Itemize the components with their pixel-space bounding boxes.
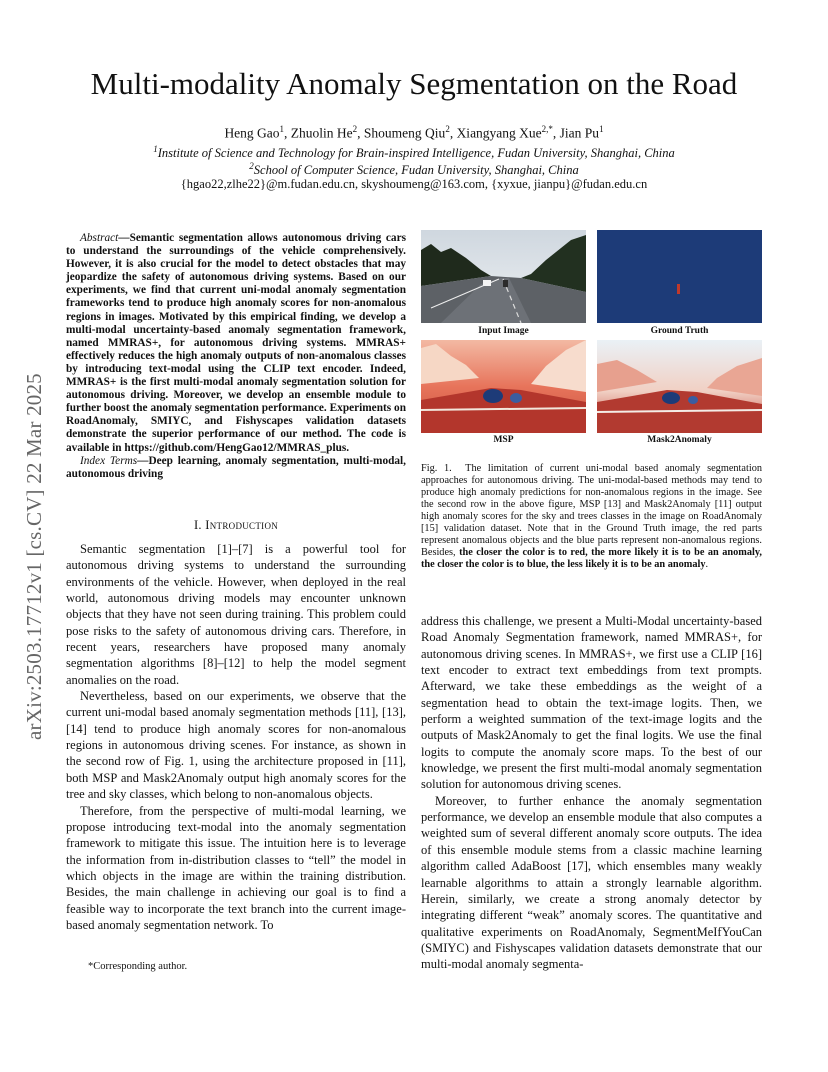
index-terms-label: Index Terms — [80, 454, 138, 467]
author: Jian Pu — [559, 125, 600, 141]
figure-label-msp: MSP — [493, 435, 514, 445]
abstract — [66, 232, 406, 481]
paper-title: Multi-modality Anomaly Segmentation on the Road — [90, 66, 738, 101]
section-number: I. — [193, 518, 202, 532]
affiliation-sup: 1 — [153, 144, 158, 154]
author-sup: 2 — [352, 124, 358, 134]
paragraph: Therefore, from the perspective of multi-modal learning, we propose introducing text-modal into the anomaly segmentation framework to mitigate this issue. The intuition here is to leverage the information from in-distribution classes to “tell” the model in which objects in the image are within the training distribution. Besides, the main challenge in achieving our goal is to find a feasible way to incorporate the text branch into the current image-based anomaly segmentation network. To — [66, 803, 406, 932]
section-title: Introduction — [205, 518, 279, 532]
author: Heng Gao — [224, 125, 280, 141]
abstract-label: Abstract — [80, 232, 119, 244]
caption-end: . — [705, 559, 709, 571]
author-sup: 1 — [279, 124, 285, 134]
author-sup: 1 — [599, 124, 604, 134]
msp-heatmap — [421, 340, 586, 433]
abstract-text: —Semantic segmentation allows autonomous driving cars to understand the surroundings of the vehicle comprehensively. However, it is also crucial for the model to detect obstacles that may jeopardize the safety of autonomous driving systems. Based on our experiments, we find that current uni-modal anomaly segmentation frameworks tend to produce high anomaly scores for non-anomalous regions in images. Motivated by this empirical finding, we develop a multi-modal uncertainty-based anomaly segmentation framework, named MMRAS+, for autonomous driving systems. MMRAS+ effectively reduces the high anomaly outputs of non-anomalous classes by introducing text-modal using the CLIP text encoder. Indeed, MMRAS+ is the first multi-modal anomaly segmentation solution for autonomous driving. Moreover, we develop an ensemble module to further boost the anomaly segmentation performance. Experiments on RoadAnomaly, SMIYC, and Fishyscapes validation datasets demonstrate the superior performance of our method. The code is available in https://github.com/HengGao12/MMRAS_plus. — [66, 232, 406, 454]
footnote: *Corresponding author. — [88, 961, 188, 972]
affiliation-text: School of Computer Science, Fudan University, Shanghai, China — [253, 163, 579, 178]
author: Shoumeng Qiu — [363, 125, 446, 141]
paragraph: Semantic segmentation [1]–[7] is a powerful tool for autonomous driving systems to understand the surrounding environments of the vehicle. However, when deployed in the real world, autonomous driving models may encounter unknown objects that they have not seen during training. This problem could pose risks to the safety of autonomous driving cars. Therefore, in recent years, researchers have proposed many anomaly segmentation algorithms [8]–[12] to help the model segment anomalies on the road. — [66, 542, 406, 687]
affiliation-text: Institute of Science and Technology for Brain-inspired Intelligence, Fudan University, Shanghai, China — [157, 146, 675, 161]
mask2anomaly-heatmap — [597, 340, 762, 433]
caption-paragraph — [421, 463, 762, 571]
author: Xiangyang Xue — [456, 125, 542, 141]
index-terms-text: —Deep learning, anomaly segmentation, multi-modal, autonomous driving — [66, 454, 407, 480]
caption-text: The limitation of current uni-modal based anomaly segmentation approaches for autonomous driving. The uni-modal-based methods may tend to produce high anomaly predictions for non-anomalous regions in the image. See the second row in the above figure, MSP [13] and Mask2Anomaly [11] output high anomaly scores for the sky and trees classes in the image on RoadAnomaly [15] validation dataset. Note that in the Ground Truth image, the red parts represent anomalous objects and the blue parts represent non-anomalous regions. Besides, — [421, 463, 763, 559]
paragraph: address this challenge, we present a Multi-Modal uncertainty-based Road Anomaly Segmentation framework, named MMRAS+, for autonomous driving scenes. In MMRAS+, we first use a CLIP [16] text encoder to extract text embeddings from text prompts. Afterward, we take these embeddings as the weight of a segmentation head to obtain the text-image logits. Then, we perform a weighted summation of the text-image logits and the outputs of Mask2Anomaly to get the final logits. We use the final logits to compute the anomaly score maps. To the best of our knowledge, we present the first multi-modal anomaly segmentation solution for autonomous driving scenes. — [421, 614, 762, 792]
arxiv-identifier: arXiv:2503.17712v1 [cs.CV] 22 Mar 2025 — [22, 373, 46, 740]
affiliation-sup: 2 — [249, 161, 254, 171]
left-column-body — [66, 541, 406, 933]
figure-caption — [421, 463, 762, 571]
author-sup: 2 — [445, 124, 450, 134]
right-column-body — [421, 613, 762, 973]
author-sup: 2,* — [541, 124, 553, 134]
author: Zhuolin He — [290, 125, 353, 141]
author-list: Heng Gao$^1$, Zhuolin He$^2$, Shoumeng Qiu$^2$, Xiangyang Xue$^{2,*}$, Jian Pu$^1$ — [224, 124, 604, 141]
affiliation-2 — [0, 161, 828, 178]
input-image — [421, 230, 586, 323]
author-emails: {hgao22,zlhe22}@m.fudan.edu.cn, skyshoumeng@163.com, {xyxue, jianpu}@fudan.edu.cn — [180, 177, 648, 191]
paragraph: Moreover, to further enhance the anomaly segmentation performance, we develop an ensemble module that also computes a weighted sum of several different anomaly score outputs. The idea of this ensemble module stems from a classic machine learning algorithm called AdaBoost [17], which ensembles many weakly learnable algorithms to attain a strongly learnable algorithm. Herein, similarly, we create a strong anomaly detector by integrating different “weak” anomaly scores. The quantitative and qualitative experiments on RoadAnomaly, SegmentMeIfYouCan (SMIYC) and Fishyscapes validation datasets demonstrate that our multi-modal anomaly segmenta- — [421, 793, 762, 972]
index-terms — [66, 455, 406, 481]
abstract-paragraph — [66, 232, 406, 455]
caption-prefix: Fig. 1. — [421, 463, 452, 474]
figure-label-input: Input Image — [478, 326, 529, 336]
paragraph: Nevertheless, based on our experiments, we observe that the current uni-modal based anomaly segmentation methods [11], [13], [14] tend to produce high anomaly scores for non-anomalous regions in autonomous driving scenes. For instance, as shown in the second row of Fig. 1, using the architecture proposed in [11], both MSP and Mask2Anomaly output high anomaly scores for the tree and sky classes, which belong to non-anomalous objects. — [66, 689, 406, 802]
figure-label-mask2anomaly: Mask2Anomaly — [647, 435, 712, 445]
caption-bold: the closer the color is to red, the more likely it is to be an anomaly, the closer the color is to blue, the less likely it is to be an anomaly — [421, 547, 762, 571]
ground-truth-image — [597, 230, 762, 323]
affiliation-1 — [0, 144, 828, 161]
section-heading — [66, 518, 406, 533]
figure-label-ground-truth: Ground Truth — [650, 326, 709, 336]
